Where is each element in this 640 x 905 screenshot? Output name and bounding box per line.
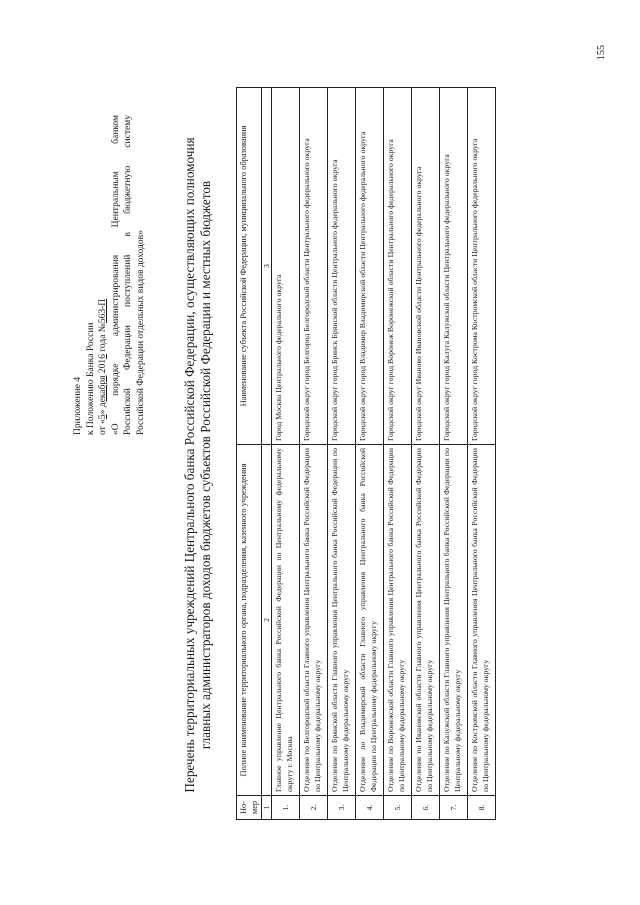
appendix-date-month: декабря — [98, 375, 109, 408]
row-region: Городской округ город Кострома Костромской области Центрального федерального округа — [468, 88, 496, 445]
row-region: Город Москва Центрального федерального округа — [272, 88, 300, 445]
row-number: 3. — [328, 796, 356, 820]
row-region: Городской округ город Воронеж Воронежской области Центрального федерального округа — [384, 88, 412, 445]
row-number: 2. — [300, 796, 328, 820]
appendix-label: Приложение 4 — [73, 376, 83, 435]
table-index-row — [262, 88, 272, 820]
table-row — [300, 88, 328, 820]
index-cell: 2 — [262, 445, 272, 796]
document-title-line-1: Перечень территориальных учреждений Центрального банка Российской Федерации, осуществляющих полномочия — [182, 137, 197, 793]
index-cell: 3 — [262, 88, 272, 445]
row-number: 6. — [412, 796, 440, 820]
table-row — [356, 88, 384, 820]
header-organization: Полное наименование территориального органа, подразделения, казенного учреждения — [237, 445, 262, 796]
row-region: Городской округ Иваново Ивановской области Центрального федерального округа — [412, 88, 440, 445]
row-organization: Отделение по Воронежской области Главного управления Центрального банка Российской Федерации по Центральному федеральному округу — [384, 445, 412, 796]
row-number: 5. — [384, 796, 412, 820]
table-header-row — [237, 88, 262, 820]
index-cell: 1 — [262, 796, 272, 820]
appendix-date-day: 5 — [98, 414, 109, 420]
table-row — [384, 88, 412, 820]
table-row — [440, 88, 468, 820]
appendix-number: 563-П — [98, 298, 109, 324]
appendix-regulation-title-3: Российской Федерации отдельных видов доходов» — [135, 230, 146, 435]
row-number: 1. — [272, 796, 300, 820]
row-organization: Отделение по Ивановской области Главного управления Центрального банка Российской Федерации по Центральному федеральному округу — [412, 445, 440, 796]
table-row — [328, 88, 356, 820]
table-row — [412, 88, 440, 820]
table-row — [468, 88, 496, 820]
document-title — [182, 115, 214, 815]
header-number: Но-мер — [237, 796, 262, 820]
appendix-regulation-title-2: Российской Федерации поступлений в бюджетную систему — [123, 115, 134, 435]
page-number: 155 — [596, 45, 607, 60]
territorial-institutions-table — [236, 87, 496, 820]
header-region: Наименование субъекта Российской Федерации, муниципального образования — [237, 88, 262, 445]
row-organization: Отделение по Белгородской области Главного управления Центрального банка Российской Федерации по Центральному федеральному округу — [300, 445, 328, 796]
row-organization: Отделение по Калужской области Главного управления Центрального банка Российской Федерации по Центральному федеральному округу — [440, 445, 468, 796]
appendix-date-line: от «5» декабря 2016 года №563-П — [98, 298, 109, 435]
table-row — [272, 88, 300, 820]
row-organization: Отделение по Костромской области Главного управления Центрального банка Российской Федерации по Центральному федеральному округу — [468, 445, 496, 796]
row-region: Городской округ город Белгород Белгородской области Центрального федерального округа — [300, 88, 328, 445]
document-title-line-2: главных администраторов доходов бюджетов субъектов Российской Федерации и местных бюджетов — [198, 180, 213, 750]
row-number: 4. — [356, 796, 384, 820]
row-organization: Отделение по Брянской области Главного управления Центрального банка Российской Федерации по Центральному федеральному округу — [328, 445, 356, 796]
row-number: 8. — [468, 796, 496, 820]
appendix-regulation: к Положению Банка России — [85, 322, 96, 435]
appendix-date-year-digit: 6 — [98, 354, 109, 359]
row-organization: Главное управление Центрального банка Российской Федерации по Центральному федеральному округу г. Москва — [272, 445, 300, 796]
appendix-header — [72, 115, 148, 435]
appendix-regulation-title-1: «О порядке администрирования Центральным банком — [110, 115, 121, 435]
row-region: Городской округ город Владимир Владимирской области Центрального федерального округа — [356, 88, 384, 445]
row-organization: Отделение по Владимирской области Главного управления Центрального банка Российской Федерации по Центральному федеральному округу — [356, 445, 384, 796]
row-region: Городской округ город Брянск Брянской области Центрального федерального округа — [328, 88, 356, 445]
row-region: Городской округ город Калуга Калужской области Центрального федерального округа — [440, 88, 468, 445]
row-number: 7. — [440, 796, 468, 820]
